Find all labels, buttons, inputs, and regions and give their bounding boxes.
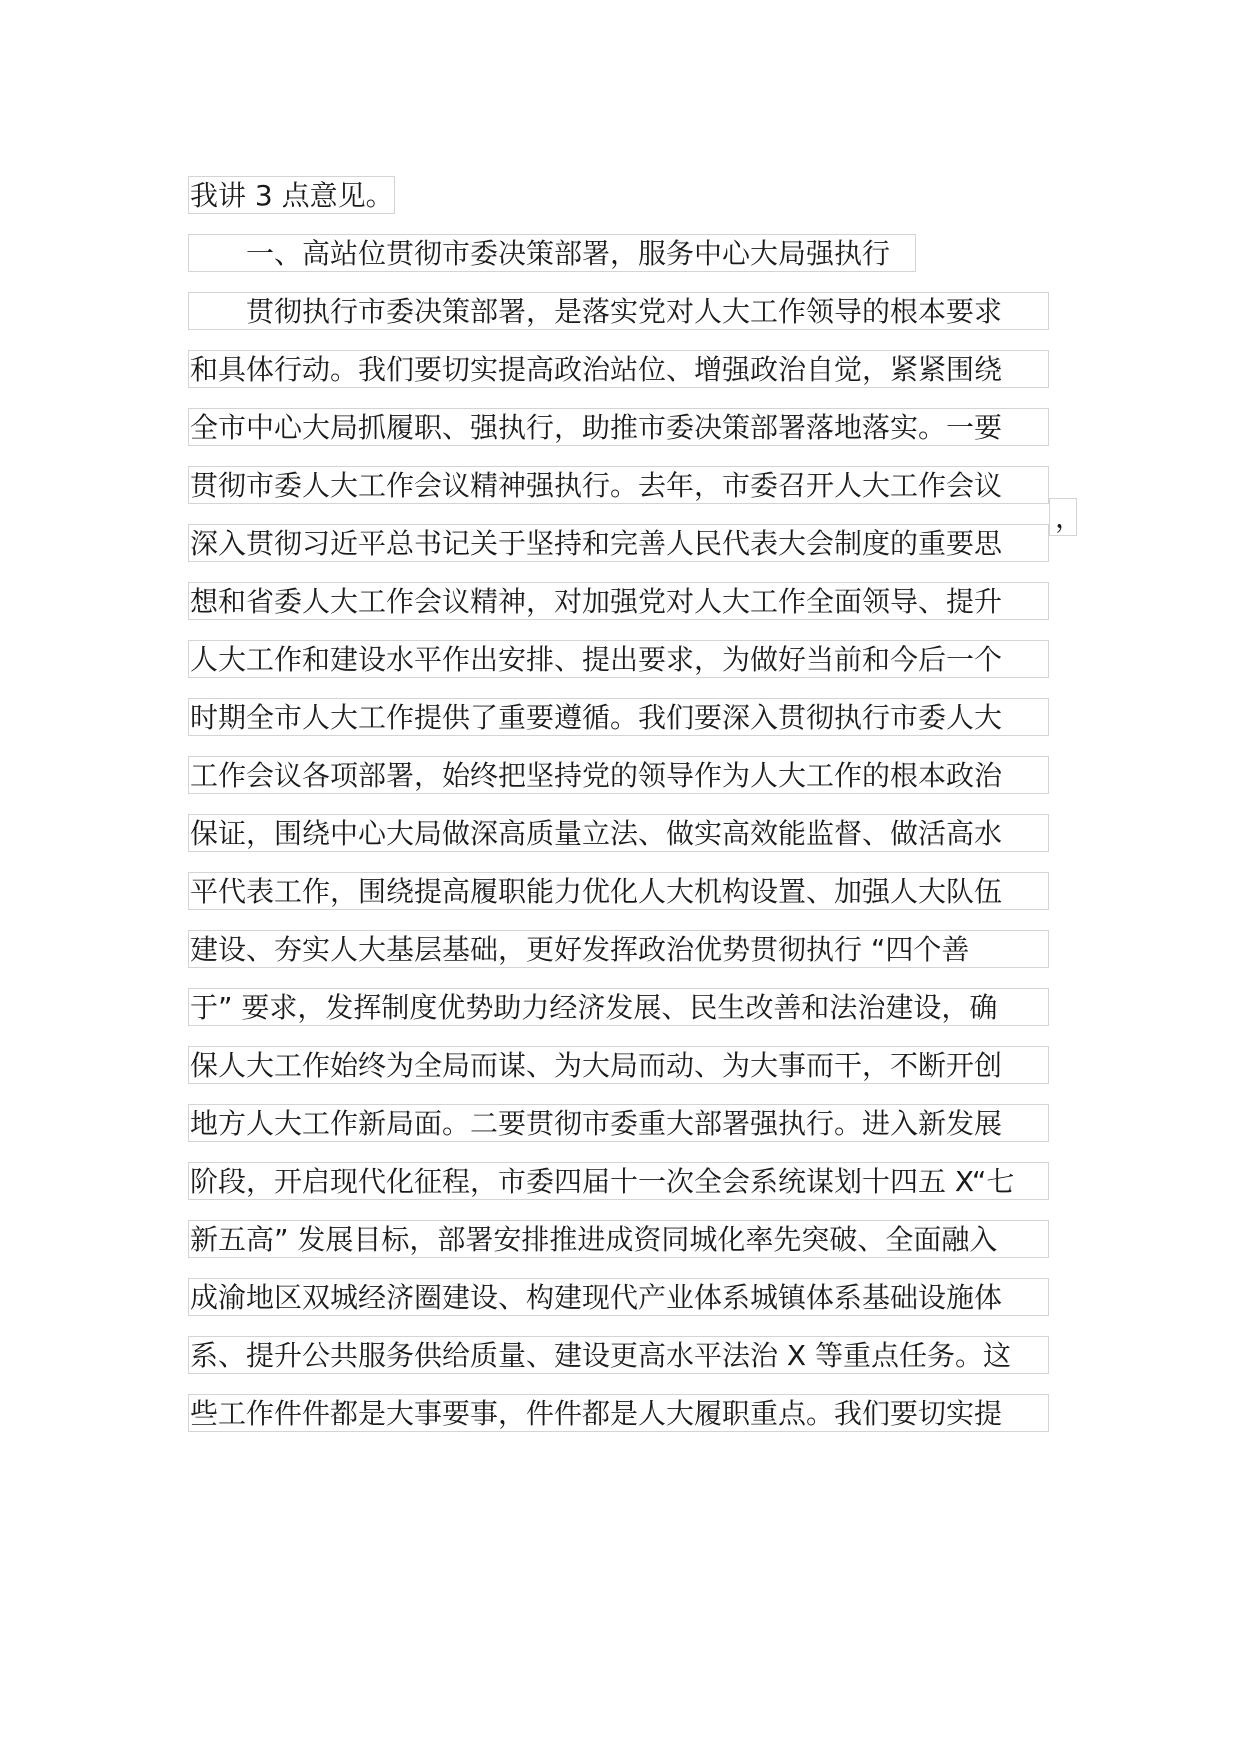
section-heading: 一、高站位贯彻市委决策部署，服务中心大局强执行 [188,234,916,272]
text-line: 阶段，开启现代化征程，市委四届十一次全会系统谋划十四五 X“七 [188,1162,1049,1200]
text-line: 工作会议各项部署，始终把坚持党的领导作为人大工作的根本政治 [188,756,1049,794]
text-line: 地方人大工作新局面。二要贯彻市委重大部署强执行。进入新发展 [188,1104,1049,1142]
text-line: 平代表工作，围绕提高履职能力优化人大机构设置、加强人大队伍 [188,872,1049,910]
text-line: 我讲 3 点意见。 [188,176,395,214]
text-line: 成渝地区双城经济圈建设、构建现代产业体系城镇体系基础设施体 [188,1278,1049,1316]
text-line: 贯彻执行市委决策部署，是落实党对人大工作领导的根本要求 [188,292,1049,330]
text-line: 和具体行动。我们要切实提高政治站位、增强政治自觉，紧紧围绕 [188,350,1049,388]
text-line: 于” 要求，发挥制度优势助力经济发展、民生改善和法治建设，确 [188,988,1049,1026]
overflow-punctuation: ， [1049,498,1077,536]
text-line: 深入贯彻习近平总书记关于坚持和完善人民代表大会制度的重要思 [188,524,1049,562]
text-line: 贯彻市委人大工作会议精神强执行。去年，市委召开人大工作会议 [188,466,1049,504]
text-line: 时期全市人大工作提供了重要遵循。我们要深入贯彻执行市委人大 [188,698,1049,736]
text-line: 系、提升公共服务供给质量、建设更高水平法治 X 等重点任务。这 [188,1336,1049,1374]
text-line: 新五高” 发展目标，部署安排推进成资同城化率先突破、全面融入 [188,1220,1049,1258]
text-line: 些工作件件都是大事要事，件件都是人大履职重点。我们要切实提 [188,1394,1049,1432]
text-line: 全市中心大局抓履职、强执行，助推市委决策部署落地落实。一要 [188,408,1049,446]
text-line: 建设、夯实人大基层基础，更好发挥政治优势贯彻执行 “四个善 [188,930,1049,968]
text-line: 想和省委人大工作会议精神，对加强党对人大工作全面领导、提升 [188,582,1049,620]
text-line: 保人大工作始终为全局而谋、为大局而动、为大事而干，不断开创 [188,1046,1049,1084]
text-line: 人大工作和建设水平作出安排、提出要求，为做好当前和今后一个 [188,640,1049,678]
text-line: 保证，围绕中心大局做深高质量立法、做实高效能监督、做活高水 [188,814,1049,852]
